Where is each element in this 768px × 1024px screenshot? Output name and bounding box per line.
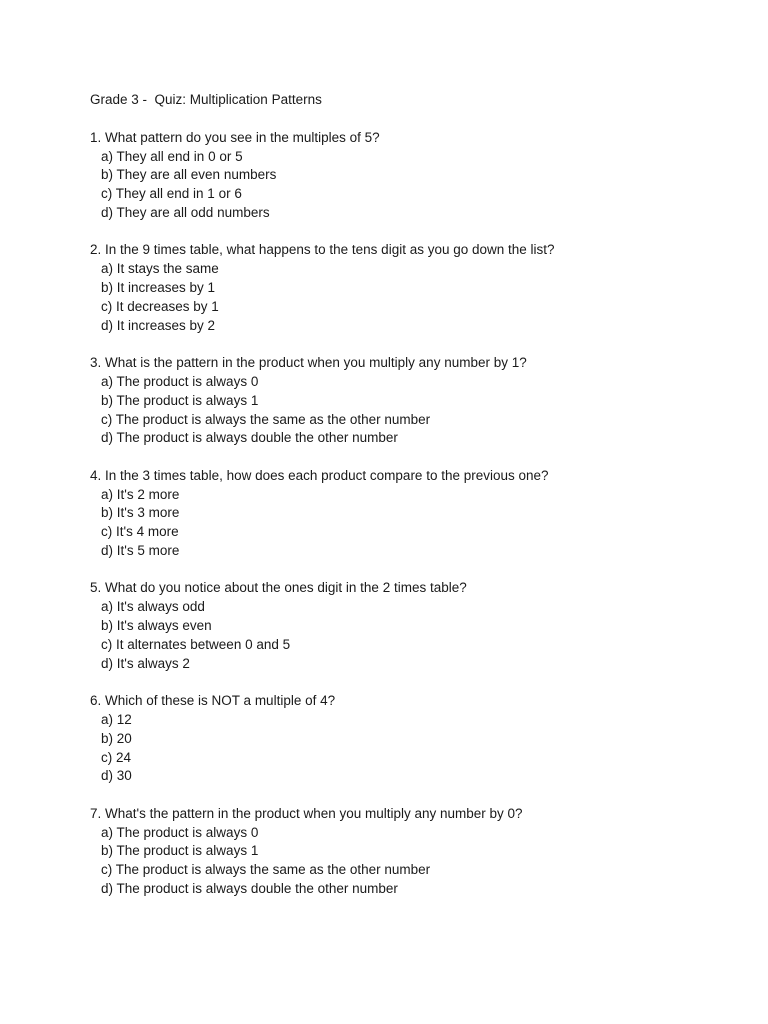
- question-text: 3. What is the pattern in the product when you multiply any number by 1?: [90, 355, 527, 371]
- option-d: d) It increases by 2: [101, 317, 216, 333]
- option-a: a) 12: [101, 711, 132, 727]
- option-c: c) It's 4 more: [101, 524, 179, 540]
- question-text: 7. What's the pattern in the product when you multiply any number by 0?: [90, 805, 523, 821]
- option-a: a) It's 2 more: [101, 486, 180, 502]
- question-4: [90, 467, 730, 561]
- option-a: a) It's always odd: [101, 599, 205, 615]
- option-b: b) The product is always 1: [101, 843, 259, 859]
- option-d: d) The product is always double the other number: [101, 881, 398, 897]
- option-b: b) It increases by 1: [101, 280, 216, 296]
- question-1: [90, 129, 730, 223]
- question-text: 2. In the 9 times table, what happens to the tens digit as you go down the list?: [90, 242, 555, 258]
- option-b: b) 20: [101, 730, 132, 746]
- question-6: [90, 692, 730, 786]
- page-title: Grade 3 - Quiz: Multiplication Patterns: [90, 92, 322, 107]
- option-a: a) They all end in 0 or 5: [101, 148, 243, 164]
- question-text: 6. Which of these is NOT a multiple of 4?: [90, 693, 336, 709]
- option-c: c) The product is always the same as the other number: [101, 411, 431, 427]
- document-page: [90, 91, 730, 918]
- question-text: 1. What pattern do you see in the multiples of 5?: [90, 129, 380, 145]
- option-c: c) They all end in 1 or 6: [101, 186, 242, 202]
- option-d: d) 30: [101, 768, 132, 784]
- option-c: c) 24: [101, 749, 132, 765]
- question-text: 5. What do you notice about the ones digit in the 2 times table?: [90, 580, 467, 596]
- option-d: d) It's 5 more: [101, 543, 180, 558]
- question-3: [90, 354, 730, 448]
- option-a: a) It stays the same: [101, 261, 219, 277]
- option-b: b) They are all even numbers: [101, 167, 277, 183]
- option-a: a) The product is always 0: [101, 824, 259, 840]
- option-c: c) It decreases by 1: [101, 298, 219, 314]
- option-c: c) It alternates between 0 and 5: [101, 636, 291, 652]
- option-a: a) The product is always 0: [101, 373, 259, 389]
- option-b: b) It's always even: [101, 618, 212, 634]
- option-d: d) It's always 2: [101, 655, 190, 671]
- option-c: c) The product is always the same as the other number: [101, 862, 431, 878]
- option-b: b) The product is always 1: [101, 392, 259, 408]
- option-d: d) They are all odd numbers: [101, 204, 270, 220]
- question-text: 4. In the 3 times table, how does each product compare to the previous one?: [90, 467, 549, 483]
- option-d: d) The product is always double the other number: [101, 430, 398, 446]
- option-b: b) It's 3 more: [101, 505, 180, 521]
- question-7: [90, 805, 730, 899]
- question-2: [90, 241, 730, 335]
- question-5: [90, 579, 730, 673]
